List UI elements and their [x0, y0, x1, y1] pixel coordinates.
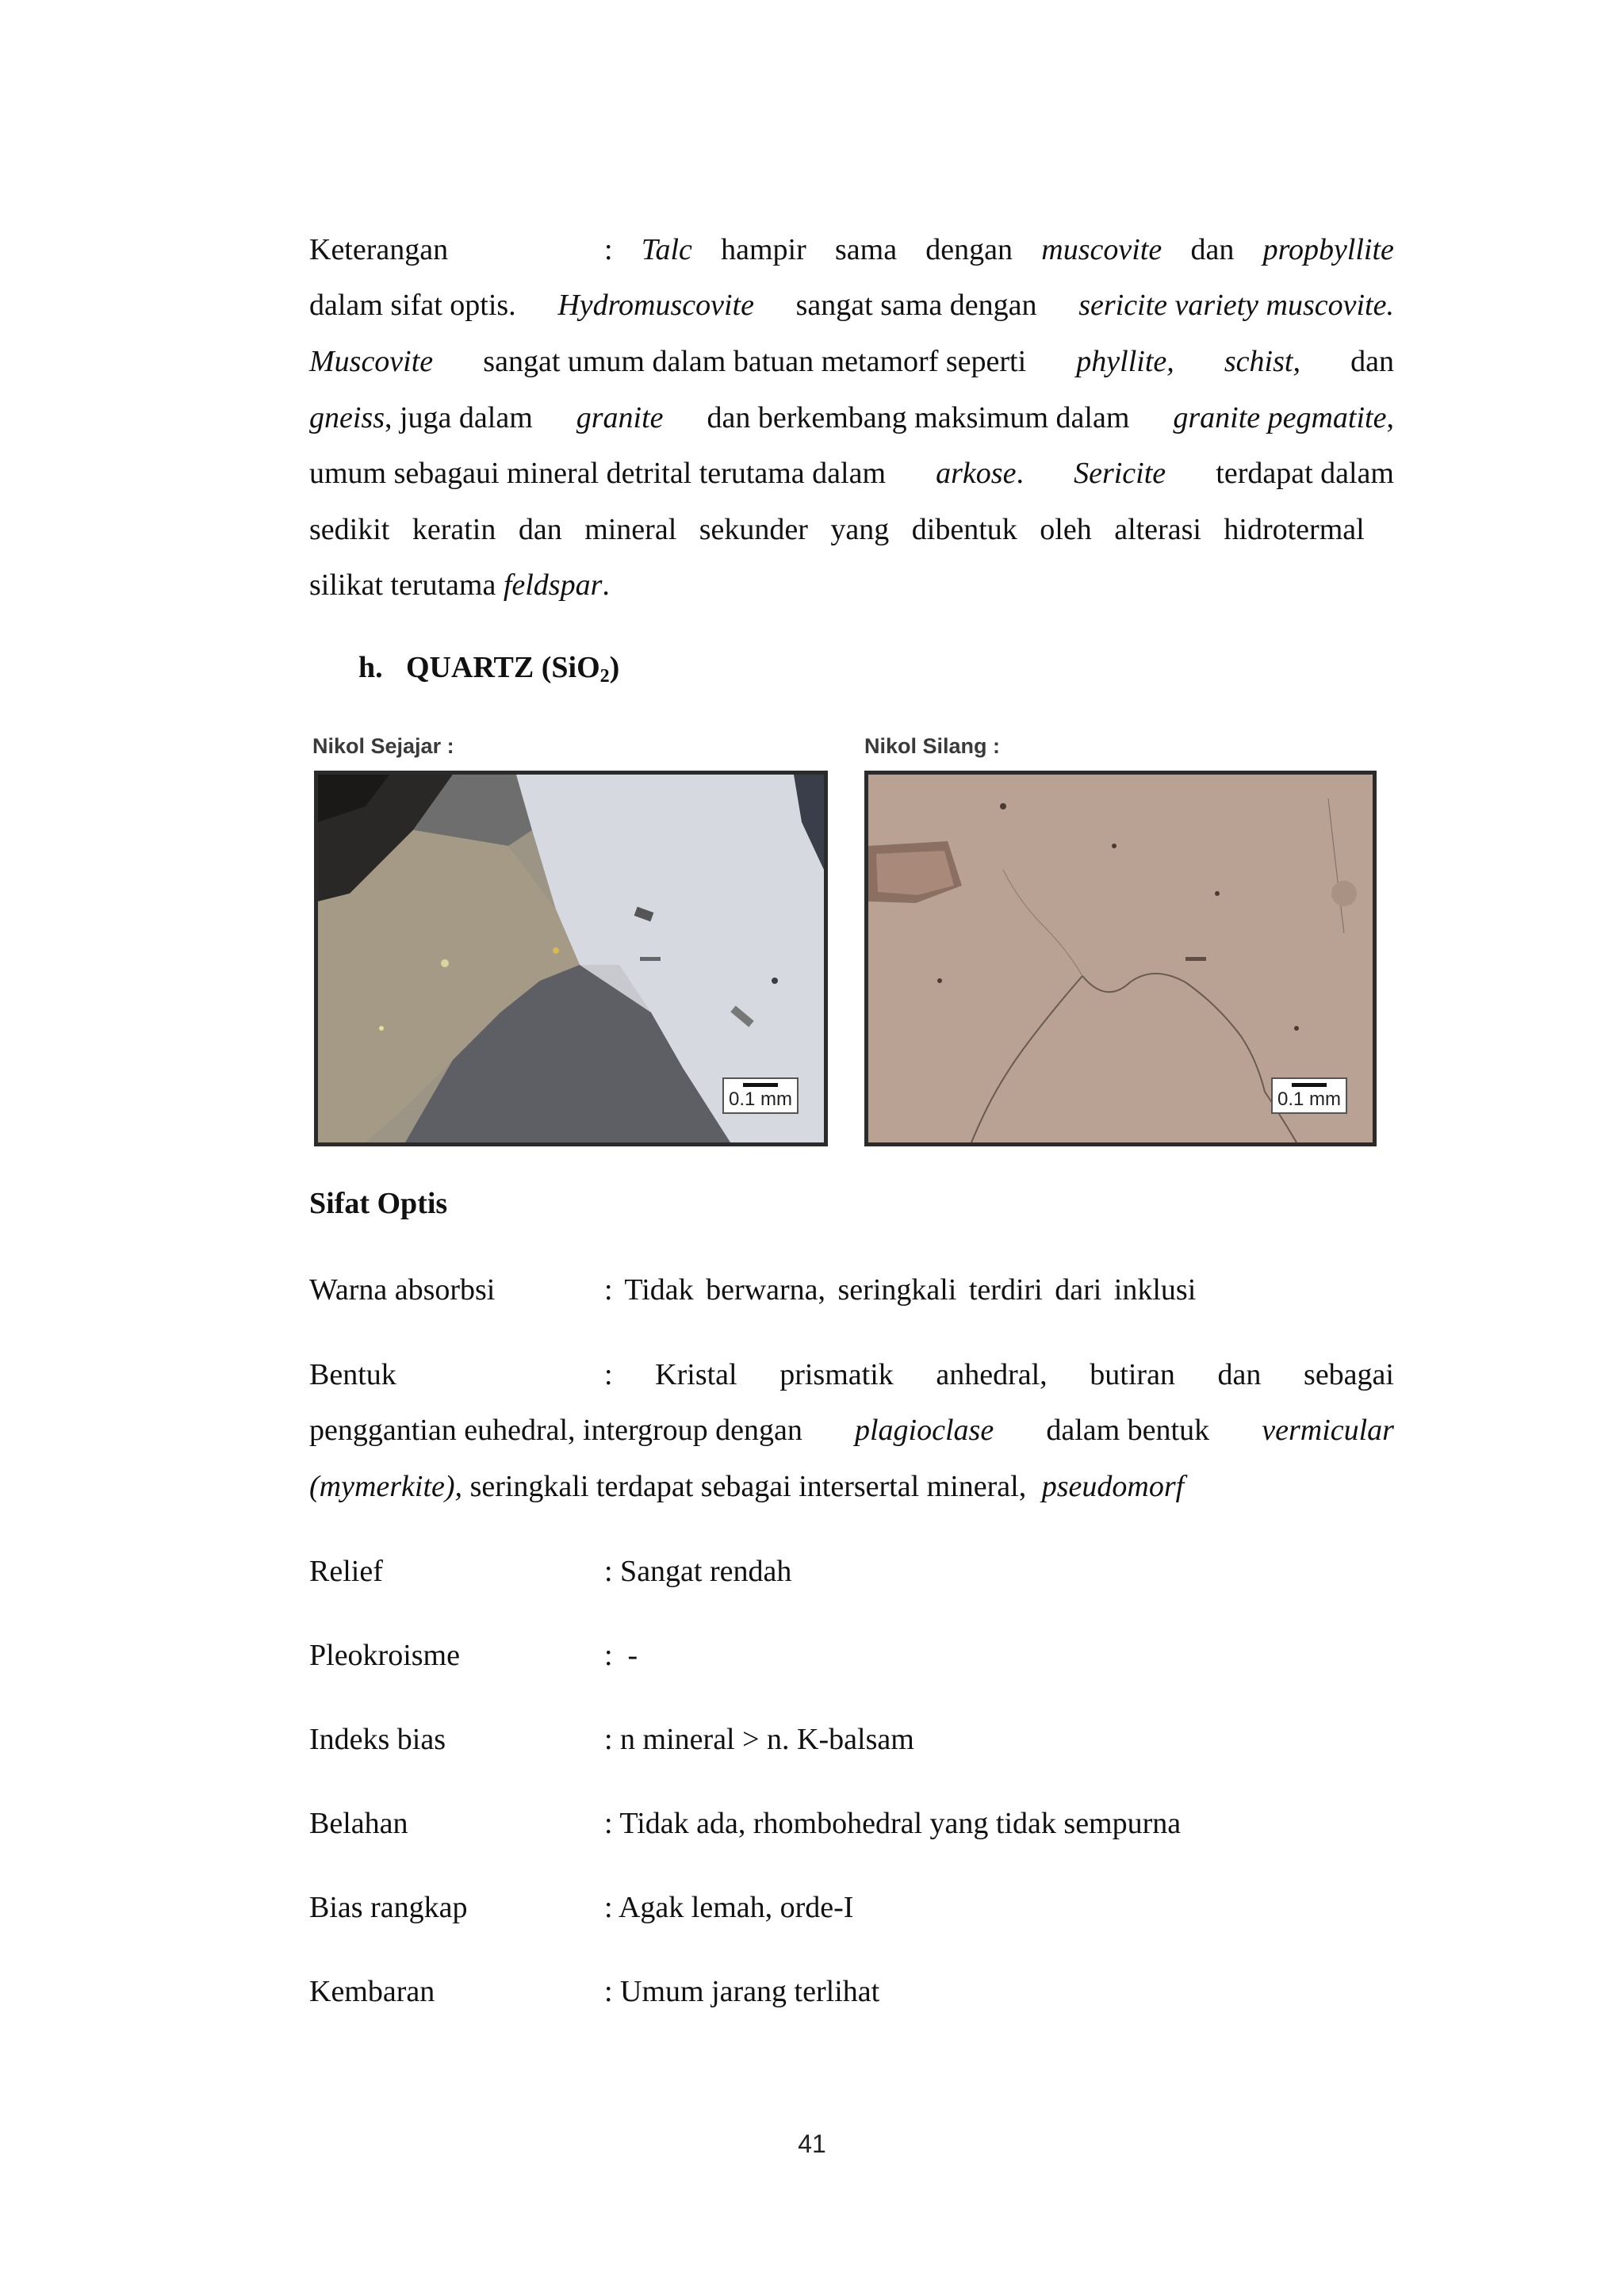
text-segment: silikat terutama	[309, 568, 496, 602]
scale-bar-label: 0.1 mm	[1277, 1089, 1341, 1110]
row-kembaran	[309, 1972, 1394, 2011]
term-talc: Talc	[641, 233, 692, 266]
sifat-optis-title: Sifat Optis	[309, 1187, 448, 1220]
property-label: Belahan	[309, 1807, 408, 1840]
property-label: Bias rangkap	[309, 1891, 468, 1924]
property-label: Kembaran	[309, 1975, 435, 2008]
text-segment: , juga dalam	[385, 401, 533, 434]
term-arkose: arkose	[936, 457, 1017, 490]
row-belahan	[309, 1804, 1394, 1843]
row-bentuk	[309, 1355, 1394, 1395]
property-label: Bentuk	[309, 1358, 396, 1391]
term-hydromuscovite: Hydromuscovite	[557, 289, 754, 322]
word: Kristal	[655, 1358, 737, 1391]
keterangan-line-1	[309, 230, 1394, 270]
property-value: : Tidak berwarna, seringkali terdiri dari inklusi	[604, 1273, 1197, 1307]
term-sericite-variety: sericite variety muscovite.	[1078, 289, 1394, 322]
text-segment: .	[602, 568, 610, 602]
term-muscovite: Muscovite	[309, 345, 434, 378]
keterangan-line-4	[309, 398, 1394, 438]
term-mymerkite: (mymerkite),	[309, 1470, 463, 1503]
quartz-heading	[358, 650, 619, 687]
property-value: : Tidak ada, rhombohedral yang tidak sempurna	[604, 1807, 1182, 1840]
heading-number: h.	[358, 651, 383, 684]
row-relief	[309, 1552, 1394, 1591]
text-segment: sedikit keratin dan mineral sekunder yang dibentuk oleh alterasi hidrotermal	[309, 513, 1365, 546]
heading-title: QUARTZ (SiO	[406, 651, 600, 684]
word: dengan	[925, 233, 1013, 266]
colon: :	[604, 233, 613, 266]
term-muscovite: muscovite	[1041, 233, 1162, 266]
word: anhedral,	[936, 1358, 1048, 1391]
text-segment: dalam sifat optis.	[309, 289, 516, 322]
property-value: : n mineral > n. K-balsam	[604, 1723, 914, 1756]
word: dan	[1217, 1358, 1262, 1391]
scale-bar-line	[1292, 1083, 1327, 1087]
row-pleokroisme	[309, 1636, 1394, 1675]
keterangan-line-6	[309, 510, 1394, 549]
term-sericite: Sericite	[1074, 457, 1166, 490]
property-label: Relief	[309, 1555, 383, 1588]
property-label: Pleokroisme	[309, 1639, 460, 1672]
right-scale-bar	[1271, 1077, 1347, 1114]
crossed-nicol-micrograph	[864, 771, 1377, 1146]
keterangan-line-2	[309, 285, 1394, 325]
term-granite-pegmatite: granite pegmatite	[1173, 401, 1387, 434]
term-pseudomorf: pseudomorf	[1041, 1470, 1185, 1503]
page-number: 41	[798, 2130, 826, 2158]
scale-bar-label: 0.1 mm	[728, 1089, 792, 1110]
word: sama	[834, 233, 898, 266]
row-warna-absorbsi	[309, 1270, 1394, 1310]
text-segment: sangat sama dengan	[795, 289, 1037, 322]
text-segment: umum sebagaui mineral detrital terutama dalam	[309, 457, 887, 490]
colon: :	[604, 1358, 613, 1391]
term-gneiss: gneiss	[309, 401, 385, 434]
term-vermicular: vermicular	[1262, 1414, 1394, 1447]
term-feldspar: feldspar	[503, 568, 603, 602]
row-bias-rangkap	[309, 1888, 1394, 1927]
scale-bar-line	[743, 1083, 778, 1087]
word: butiran	[1090, 1358, 1175, 1391]
term-plagioclase: plagioclase	[855, 1414, 994, 1447]
property-label: Warna absorbsi	[309, 1273, 496, 1307]
text-segment: dan berkembang maksimum dalam	[707, 401, 1130, 434]
text-segment: ,	[1386, 401, 1394, 434]
text-segment: dalam bentuk	[1046, 1414, 1210, 1447]
text-segment: .	[1016, 457, 1024, 490]
text-segment: seringkali terdapat sebagai intersertal mineral,	[469, 1470, 1027, 1503]
row-bentuk-line-3	[309, 1467, 1394, 1506]
property-label: Indeks bias	[309, 1723, 446, 1756]
text-segment: dan	[1350, 345, 1394, 378]
left-scale-bar	[722, 1077, 799, 1114]
property-value: : Umum jarang terlihat	[604, 1975, 880, 2008]
property-value: : Sangat rendah	[604, 1555, 792, 1588]
term-granite: granite	[576, 401, 664, 434]
text-segment: sangat umum dalam batuan metamorf seperti	[483, 345, 1027, 378]
keterangan-line-7	[309, 565, 1394, 605]
parallel-nicol-micrograph	[314, 771, 828, 1146]
keterangan-line-3	[309, 342, 1394, 381]
term-propbyllite: propbyllite	[1262, 233, 1394, 266]
right-figure-caption: Nikol Silang :	[864, 734, 1001, 758]
keterangan-line-5	[309, 453, 1394, 493]
keterangan-label: Keterangan	[309, 233, 449, 266]
word: sebagai	[1304, 1358, 1394, 1391]
row-bentuk-line-2	[309, 1410, 1394, 1450]
left-figure-caption: Nikol Sejajar :	[312, 734, 454, 758]
term-phyllite: phyllite,	[1076, 345, 1174, 378]
property-value: : -	[604, 1639, 638, 1672]
text-segment: terdapat dalam	[1216, 457, 1394, 490]
word: prismatik	[779, 1358, 894, 1391]
property-value: : Agak lemah, orde-I	[604, 1891, 854, 1924]
word: dan	[1190, 233, 1235, 266]
term-schist: schist,	[1224, 345, 1300, 378]
heading-subscript: 2	[599, 666, 610, 687]
row-indeks-bias	[309, 1720, 1394, 1759]
heading-close: )	[609, 651, 620, 684]
text-segment: penggantian euhedral, intergroup dengan	[309, 1414, 802, 1447]
word: hampir	[721, 233, 806, 266]
